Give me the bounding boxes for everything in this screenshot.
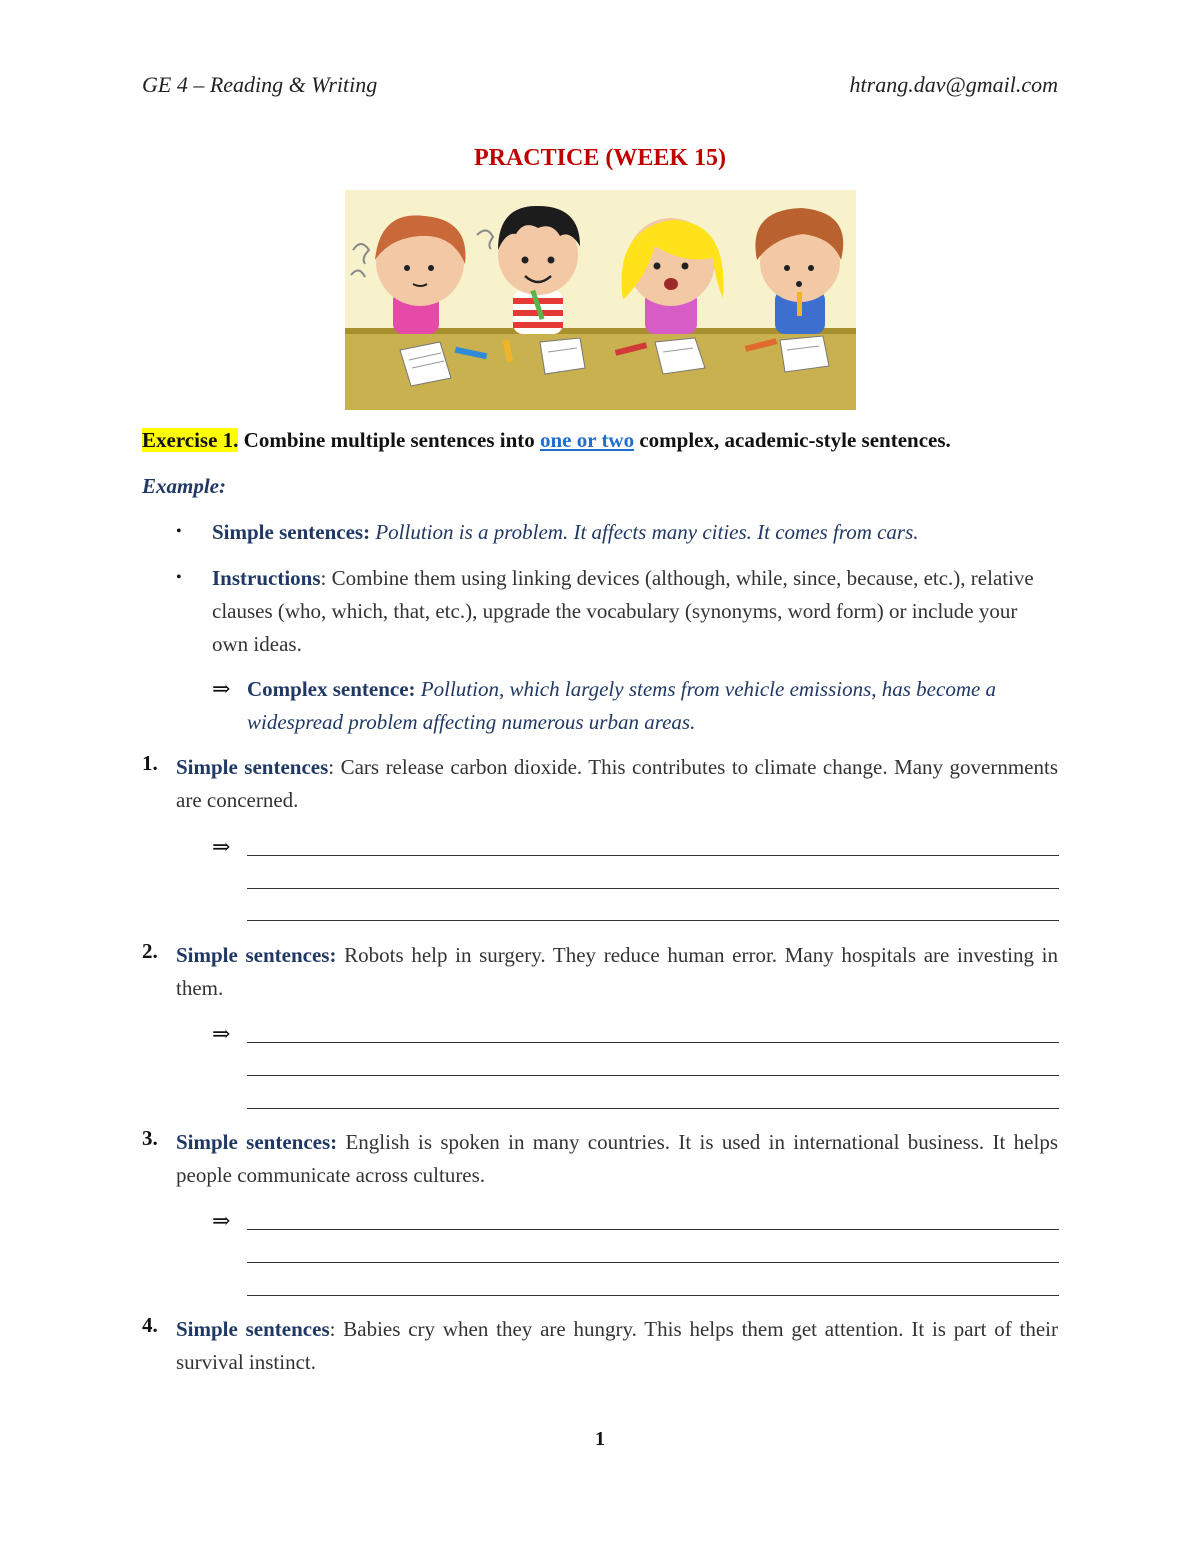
question-label: Simple sentences (176, 1317, 330, 1341)
question-number: 2. (142, 939, 158, 963)
simple-sentences-text: Pollution is a problem. It affects many cities. It comes from cars. (370, 520, 919, 544)
question-3-text (176, 1126, 1058, 1192)
instructions-text: : Combine them using linking devices (although, while, since, because, etc.), relative clauses (who, which, that, etc.), upgrade the vocabulary (synonyms, word form) or include your own ideas. (212, 566, 1034, 656)
question-label: Simple sentences: (176, 943, 337, 967)
complex-sentence-label: Complex sentence: (247, 677, 416, 701)
answer-line[interactable] (247, 855, 1059, 856)
implies-arrow-icon: ⇒ (212, 1021, 231, 1046)
example-heading: Example: (142, 474, 226, 498)
answer-line[interactable] (247, 1075, 1059, 1076)
answer-line[interactable] (247, 1229, 1059, 1230)
answer-line[interactable] (247, 1295, 1059, 1296)
exercise-instruction-before: Combine multiple sentences into (238, 428, 540, 452)
bullet-icon: • (176, 523, 182, 540)
simple-sentences-label: Simple sentences: (212, 520, 371, 544)
header-email: htrang.dav@gmail.com (849, 72, 1058, 97)
exercise-label: Exercise 1. (142, 428, 239, 452)
example-complex-sentence (247, 673, 1059, 739)
question-1-text: Simple sentences: Cars release carbon dioxide. This contributes to climate change. Many governments are concerned. (176, 755, 1059, 812)
question-label: Simple sentences: (176, 1130, 338, 1154)
question-sentences: English is spoken in many countries. It is used in international business. It helps people communicate across cultures. (176, 1130, 1058, 1187)
question-sentences: Robots help in surgery. They reduce human error. Many hospitals are investing in them. (176, 943, 1058, 1000)
bullet-icon: • (176, 569, 182, 586)
question-sentences: Babies cry when they are hungry. This helps them get attention. It is part of their survival instinct. (176, 1317, 1058, 1374)
page-title: PRACTICE (WEEK 15) (473, 145, 726, 171)
question-4-text: Simple sentences: Babies cry when they are hungry. This helps them get attention. It is part of their survival instinct. (176, 1317, 1058, 1374)
implies-arrow-icon: ⇒ (212, 1208, 231, 1233)
implies-arrow-icon: ⇒ (212, 676, 231, 701)
question-2-text (176, 939, 1058, 1005)
question-number: 4. (142, 1313, 158, 1337)
answer-line[interactable] (247, 1262, 1059, 1263)
page-number: 1 (595, 1428, 605, 1450)
exercise-instruction (142, 428, 951, 453)
example-simple-sentences (212, 516, 1058, 549)
question-label: Simple sentences (176, 755, 329, 779)
one-or-two-link[interactable]: one or two (540, 428, 635, 452)
question-number: 3. (142, 1126, 158, 1150)
children-writing-illustration (345, 190, 856, 410)
question-sentences: Cars release carbon dioxide. This contributes to climate change. Many governments are concerned. (176, 755, 1059, 812)
answer-line[interactable] (247, 1042, 1059, 1043)
example-instructions (212, 562, 1058, 661)
answer-line[interactable] (247, 920, 1059, 921)
answer-line[interactable] (247, 1108, 1059, 1109)
question-number: 1. (142, 751, 158, 775)
implies-arrow-icon: ⇒ (212, 834, 231, 859)
instructions-label: Instructions (212, 566, 321, 590)
complex-sentence-text: Pollution, which largely stems from vehicle emissions, has become a widespread problem affecting numerous urban areas. (247, 677, 997, 734)
header-course: GE 4 – Reading & Writing (142, 72, 378, 97)
answer-line[interactable] (247, 888, 1059, 889)
exercise-instruction-after: complex, academic-style sentences. (634, 428, 951, 452)
